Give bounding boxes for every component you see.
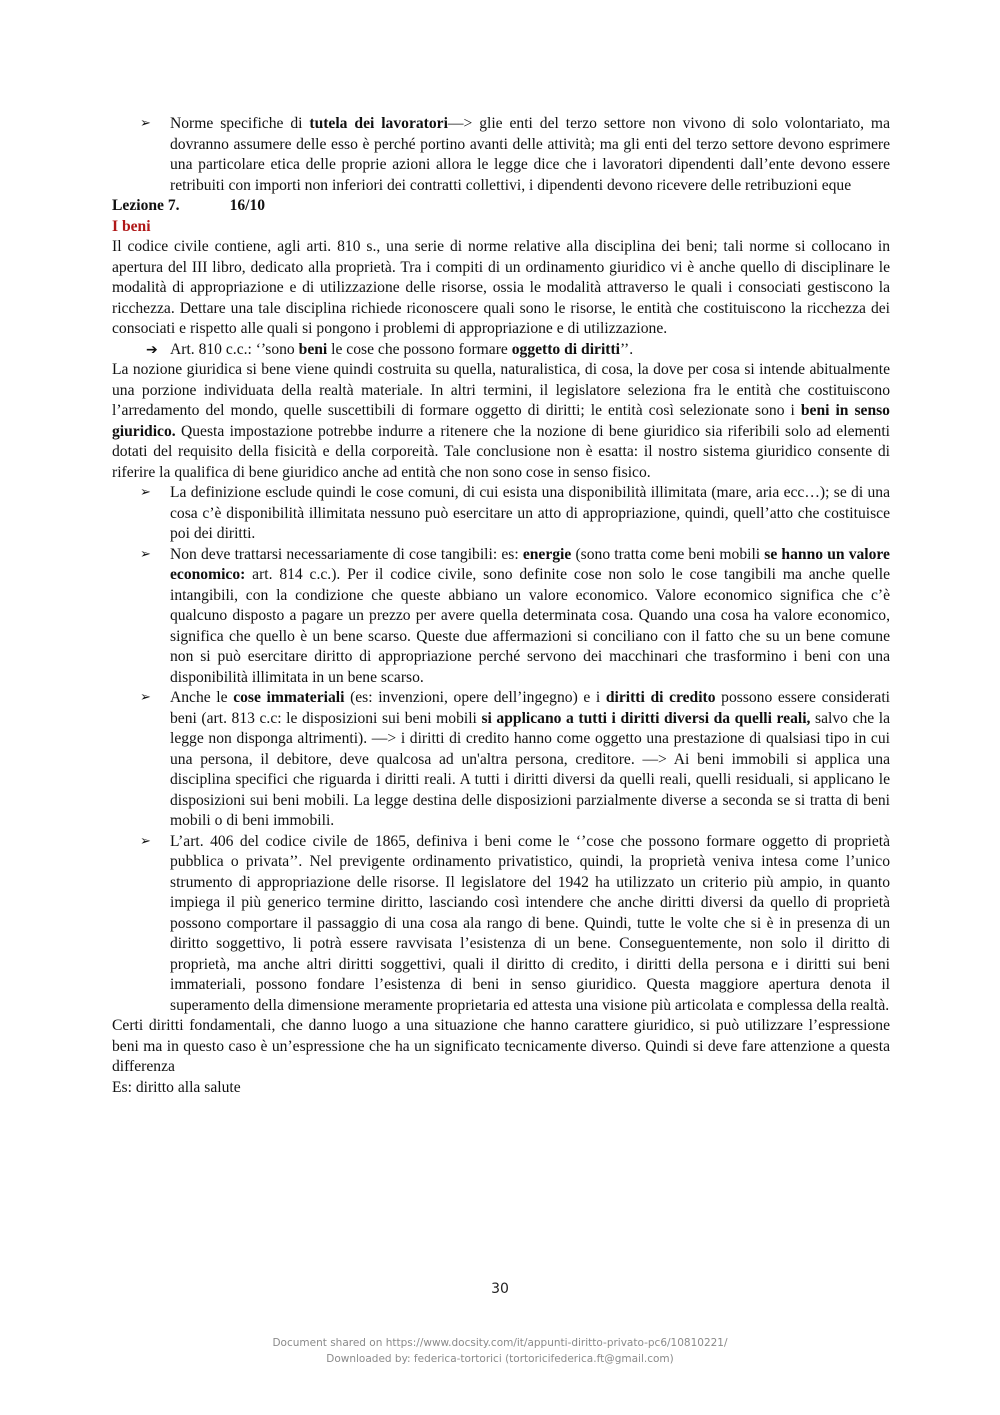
paragraph: Certi diritti fondamentali, che danno luogo a una situazione che hanno carattere giuridico, si può utilizzare l’espressione beni ma in questo caso è un’espressione che ha un significato tecnicamente diverso. Quindi si deve fare attenzione a questa differenza (112, 1017, 890, 1075)
list-item: ➢ Norme specifiche di tutela dei lavoratori—> glie enti del terzo settore non vivono di solo volontariato, ma dovranno assumere delle esso è perché portino avanti delle attività; ma gli enti del terzo settore devono esprimere una particolare etica delle proprie azioni allora le legge dice che i lavoratori dipendenti dall’ente devono essere retribuiti con importi non inferiori dei contratti collettivi, i dipendenti devono ricevere delle retribuzioni eque (140, 115, 890, 194)
list-item: ➢ Non deve trattarsi necessariamente di cose tangibili: es: energie (sono tratta come beni mobili se hanno un valore economico: art. 814 c.c.). Per il codice civile, sono definite cose non solo le cose tangibili ma anche quelle intangibili, con la condizione che queste abbiano un valore economico. Valore economico significa che c’è qualcuno disposto a pagare un prezzo per avere quella determinata cosa. Quando una cosa ha valore economico, significa che quello è un bene scarso. Queste due affermazioni si conciliano con il fatto che su un bene comune non si può esercitare diritto di appropriazione perché servono dei macchinari che trasformino i beni con una disponibilità illimitata in un bene scarso. (140, 545, 890, 686)
footer-source-link: Document shared on https://www.docsity.com/it/appunti-diritto-privato-pc6/10810221/ (272, 1337, 728, 1349)
bold-term: tutela dei lavoratori (309, 115, 448, 132)
paragraph: Il codice civile contiene, agli arti. 810 s., una serie di norme relative alla disciplina dei beni; tali norme si collocano in apertura del III libro, dedicato alla proprietà. Tra i compiti di un ordinamento giuridico vi è anche quello di disciplinare le modalità di appropriazione e di utilizzazione delle risorse, ossia le modalità attraverso le quali i consociati gestiscono la ricchezza. Dettare una tale disciplina richiede riconoscere quali sono le risorse, le entità che costituiscono la ricchezza dei consociati e rispetto alle quali si pongono i problemi di appropriazione e di utilizzazione. (112, 238, 890, 337)
bullet-arrowhead-icon: ➢ (140, 116, 151, 131)
lesson-date: 16/10 (229, 197, 266, 214)
example-line: Es: diritto alla salute (112, 1078, 241, 1096)
page-content (112, 114, 890, 1098)
footer-downloaded-by: Downloaded by: federica-tortorici (tortoricifederica.ft@gmail.com) (326, 1353, 674, 1365)
bullet-arrowhead-icon: ➢ (140, 485, 151, 500)
page-number: 30 (491, 1281, 509, 1297)
bullet-arrowhead-icon: ➢ (140, 690, 151, 705)
lesson-heading (112, 196, 890, 217)
list-item: ➢ Anche le cose immateriali (es: invenzioni, opere dell’ingegno) e i diritti di credito possono essere considerati beni (art. 813 c.c: le disposizioni sui beni mobili si applicano a tutti i diritti diversi da quelli reali, salvo che la legge non disponga altrimenti). —> i diritti di credito hanno come oggetto una prestazione di qualsiasi tipo in cui una persona, il debitore, deve qualcosa ad un'altra persona, creditore. —> Ai beni immobili si applica una disciplina specifici che riguarda i diritti reali. A tutti i diritti diversi da quelli reali, quelli residuali, si applicano le disposizioni sui beni mobili. La legge destina delle disposizioni parzialmente diverse a seconda se si tratta di beni mobili o di beni immobili. (140, 689, 891, 829)
list-item: ➢ L’art. 406 del codice civile de 1865, definiva i beni come le ‘’cose che possono formare oggetto di proprietà pubblica o privata’’. Nel previgente ordinamento privatistico, quindi, la proprietà veniva intesa come l’unico strumento di appropriazione delle risorse. Il legislatore del 1942 ha utilizzato un criterio più ampio, in quanto impiega il più generico termine diritto, lasciando così intendere che anche diritti diversi da quello di proprietà possono comportare il passaggio di una cosa ala rango di bene. Quindi, tutte le volte che si è in presenza di un diritto soggettivo, li potrà essere ravvisata l’esistenza di un bene. Conseguentemente, non solo il diritto di proprietà, ma anche altri diritti soggettivi, quali il diritto di credito, i diritti della persona e i diritti sui beni immateriali, possono fondare l’esistenza di beni in senso giuridico. Questa maggiore apertura denota il superamento della dimensione meramente proprietaria ed attesta una visione più articolata e complessa della realtà. (140, 832, 890, 1014)
bullet-arrowhead-icon: ➢ (140, 833, 151, 849)
lesson-label: Lezione 7. (112, 197, 180, 214)
article-810-line: ➔ Art. 810 c.c.: ‘’sono beni le cose che possono formare oggetto di diritti’’. (112, 340, 890, 361)
bullet-arrowhead-icon: ➢ (140, 546, 151, 562)
section-title: I beni (112, 217, 151, 235)
right-arrow-icon: ➔ (146, 341, 158, 358)
download-footer (0, 1335, 1000, 1367)
bullet-list-top (112, 114, 890, 196)
paragraph: La nozione giuridica si bene viene quindi costruita su quella, naturalistica, di cosa, la dove per cosa si intende abitualmente una porzione individuata della realtà materiale. In altri termini, il legislatore seleziona fra le entità che costituiscono l’arredamento del mondo, quelle suscettibili di formare oggetto di diritti; le entità così selezionate sono i beni in senso giuridico. Questa impostazione potrebbe indurre a ritenere che la nozione di bene giuridico sia riferibili solo ad elementi dotati del requisito della fisicità e della corporeità. Tale conclusione non è esatta: il nostro sistema giuridico consente di riferire la qualifica di bene giuridico anche ad entità che non sono cose in senso fisico. (112, 361, 890, 481)
bullet-list-beni (112, 483, 890, 1016)
list-item: ➢ La definizione esclude quindi le cose comuni, di cui esista una disponibilità illimitata (mare, aria ecc…); se di una cosa c’è disponibilità illimitata nessuno può esercitare un atto di appropriazione, quindi, quell’atto che costituisce poi dei diritti. (140, 484, 890, 542)
